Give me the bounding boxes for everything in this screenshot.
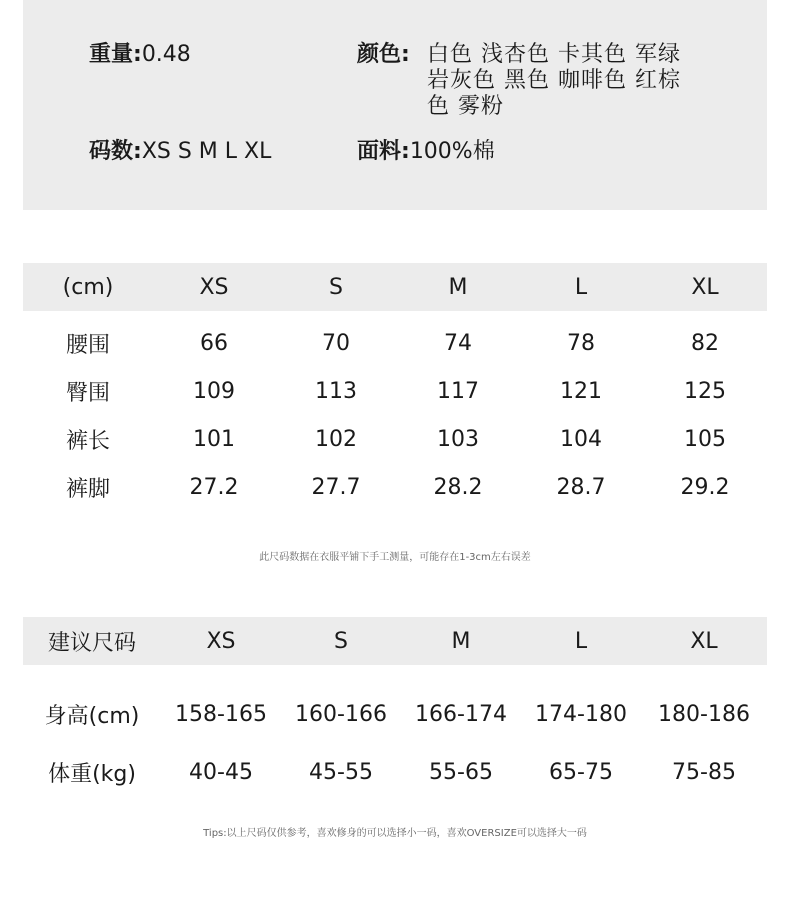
fabric-info	[357, 139, 495, 165]
table-row	[23, 367, 767, 415]
table-cell: 125	[684, 378, 726, 404]
size-tips: Tips:以上尺码仅供参考，喜欢修身的可以选择小一码，喜欢OVERSIZE可以选择大一码	[203, 828, 587, 839]
header-cell: L	[519, 263, 643, 311]
table-cell: 40-45	[189, 759, 253, 785]
table-cell: 101	[193, 426, 235, 452]
table-cell: 75-85	[672, 759, 736, 785]
table-cell: 174-180	[535, 701, 627, 727]
header-cell: 建议尺码	[23, 617, 161, 665]
colors-label: 颜色:	[357, 42, 410, 67]
table-row	[23, 743, 767, 801]
table-cell: 121	[560, 378, 602, 404]
row-label: 裤脚	[65, 476, 110, 502]
size-recommendation-table	[23, 617, 767, 801]
table-row	[23, 415, 767, 463]
header-cell: M	[401, 617, 521, 665]
header-cell: XL	[643, 263, 767, 311]
header-cell: S	[275, 263, 397, 311]
row-label: 腰围	[65, 332, 110, 358]
table-cell: 55-65	[429, 759, 493, 785]
table-cell: 45-55	[309, 759, 373, 785]
table-cell: 166-174	[415, 701, 507, 727]
row-label: 裤长	[65, 428, 110, 454]
header-cell: S	[281, 617, 401, 665]
sizes-info	[89, 139, 271, 165]
colors-value	[427, 42, 717, 120]
sizes-value: XS S M L XL	[141, 139, 272, 164]
table-cell: 29.2	[680, 474, 730, 500]
table-cell: 74	[444, 330, 472, 356]
table-header-row	[23, 263, 767, 311]
colors-line-3: 色 雾粉	[427, 94, 504, 119]
table-cell: 105	[684, 426, 726, 452]
colors-line-2: 岩灰色 黑色 咖啡色 红棕	[427, 68, 681, 93]
header-cell: XS	[153, 263, 275, 311]
table-cell: 113	[315, 378, 357, 404]
table-cell: 160-166	[295, 701, 387, 727]
table-cell: 180-186	[658, 701, 750, 727]
size-measurement-table	[23, 263, 767, 511]
row-label: 体重(kg)	[48, 761, 136, 787]
table-cell: 104	[560, 426, 602, 452]
product-info-panel	[23, 0, 767, 210]
table-cell: 28.2	[433, 474, 483, 500]
table-cell: 66	[200, 330, 228, 356]
colors-label-wrap	[357, 42, 410, 68]
header-cell: XS	[161, 617, 281, 665]
table-cell: 28.7	[556, 474, 606, 500]
table-cell: 82	[691, 330, 719, 356]
table-cell: 70	[322, 330, 350, 356]
weight-label: 重量:	[89, 42, 142, 67]
table-cell: 103	[437, 426, 479, 452]
sizes-label: 码数:	[89, 139, 142, 164]
table-cell: 78	[567, 330, 595, 356]
weight-value: 0.48	[141, 42, 191, 67]
table-cell: 27.7	[311, 474, 361, 500]
header-cell: XL	[641, 617, 767, 665]
table-cell: 117	[437, 378, 479, 404]
colors-line-1: 白色 浅杏色 卡其色 军绿	[427, 42, 681, 67]
table-row	[23, 463, 767, 511]
weight-info	[89, 42, 191, 68]
row-label: 臀围	[65, 380, 110, 406]
header-cell: L	[521, 617, 641, 665]
table-row	[23, 311, 767, 367]
table-cell: 109	[193, 378, 235, 404]
table-cell: 65-75	[549, 759, 613, 785]
fabric-label: 面料:	[357, 139, 410, 164]
table-cell: 158-165	[175, 701, 267, 727]
header-cell: M	[397, 263, 519, 311]
fabric-value: 100%棉	[409, 139, 495, 164]
row-label: 身高(cm)	[44, 703, 140, 729]
table-cell: 102	[315, 426, 357, 452]
measurement-note: 此尺码数据在衣服平铺下手工测量，可能存在1-3cm左右误差	[259, 552, 531, 563]
header-cell: (cm)	[23, 263, 153, 311]
table-cell: 27.2	[189, 474, 239, 500]
table-header-row	[23, 617, 767, 665]
table-row	[23, 665, 767, 743]
